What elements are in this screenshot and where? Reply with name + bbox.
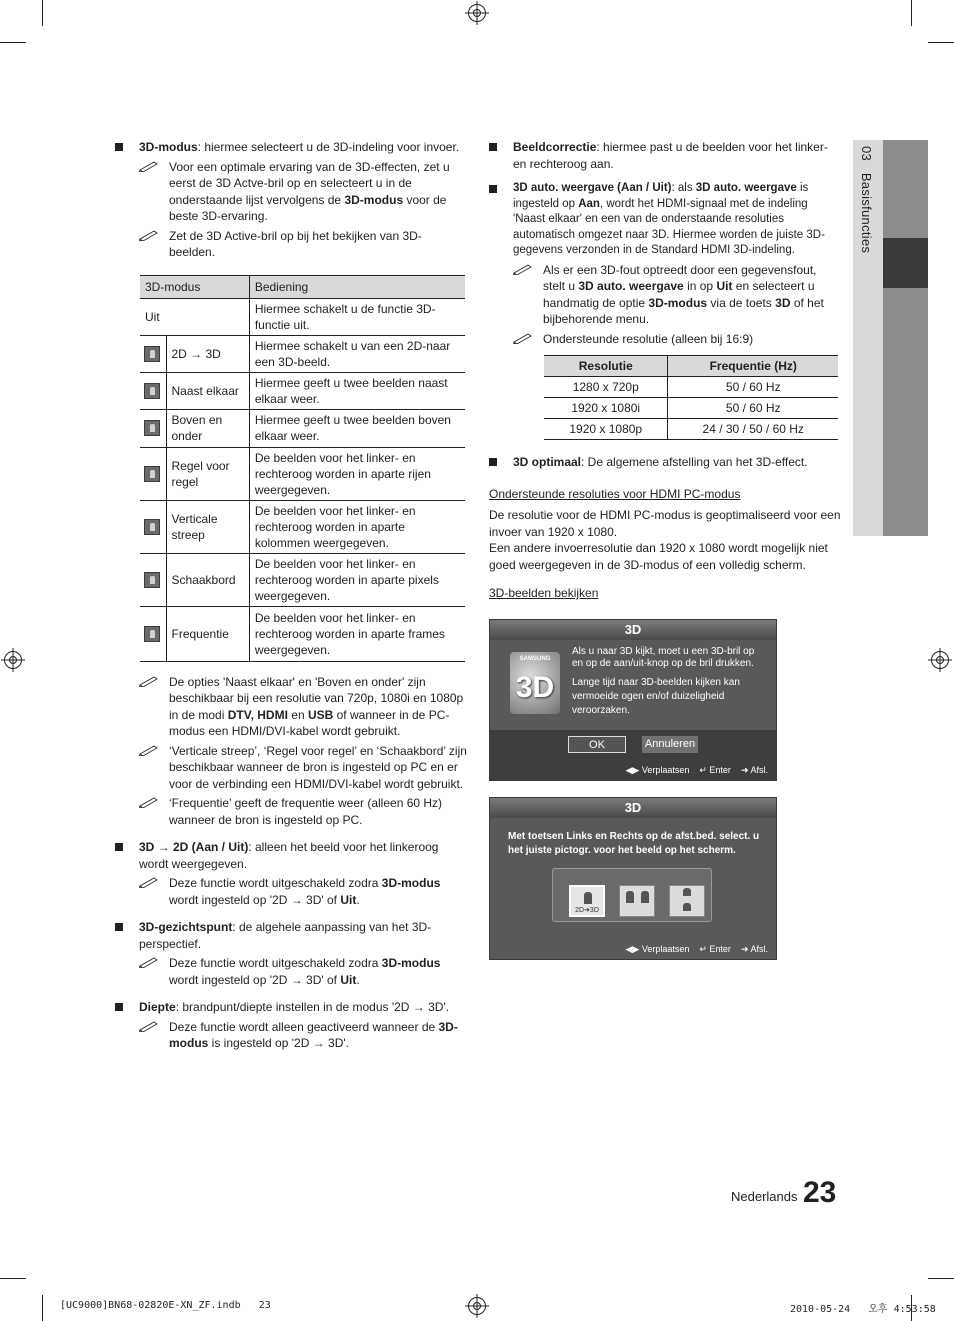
note [139,875,467,908]
note-pencil-icon [139,1020,159,1032]
note-text: . [356,972,360,987]
bullet-text: : hiermee past u de beelden voor het linker- en rechteroog aan. [513,140,828,171]
bullet-3d-auto-view [489,181,841,259]
bullet-square-icon [115,1003,123,1011]
term: Diepte [139,1000,176,1014]
note [513,331,841,348]
person-icon [641,891,649,903]
desc-cell: Hiermee geeft u twee beelden boven elkaar weer. [249,409,465,447]
crop-mark [42,0,43,26]
enter-icon: ↵ [699,765,710,775]
registration-mark-icon [931,651,949,669]
option-top-bottom[interactable] [669,885,705,917]
table-row [140,606,465,661]
note-text: via de toets [707,295,776,310]
mode-cell: Regel voor regel [166,447,249,500]
desc-cell: Hiermee schakelt u de functie 3D-functie uit. [249,298,465,335]
term: Uit [340,972,357,987]
bullet-3d-mode [115,139,467,156]
bullet-text: : hiermee selecteert u de 3D-indeling voor invoer. [197,140,460,154]
note-text: ‘Frequentie’ geeft de frequentie weer (alleen 60 Hz) wanneer de bron is ingesteld op PC. [169,796,443,827]
desc-cell: De beelden voor het linker- en rechteroog worden in aparte rijen weergegeven. [249,447,465,500]
vertical-stripe-icon [144,519,160,535]
logo-text: 3D [515,671,555,704]
paragraph: De resolutie voor de HDMI PC-modus is geoptimaliseerd voor een invoer van 1920 x 1080. [489,508,841,539]
nav-label: Afsl. [750,944,768,954]
note [139,795,467,828]
crop-mark [0,42,26,43]
dialog-message: Als u naar 3D kijkt, moet u een 3D-bril op en op de aan/uit-knop op de bril drukken. [572,646,755,669]
person-icon [584,892,592,904]
note-pencil-icon [139,744,159,756]
exit-icon: ➜ [740,765,751,775]
note-text: wordt ingesteld op '2D → 3D' of [169,972,341,987]
paragraph: Een andere invoerresolutie dan 1920 x 1080 wordt mogelijk niet goed weergegeven in de 3D-modus of een volledig scherm. [489,541,828,572]
table-row [544,398,838,419]
move-arrows-icon: ◀▶ [625,765,642,775]
side-tab-marker [883,238,928,288]
ok-button[interactable]: OK [568,736,626,753]
desc-cell: Hiermee schakelt u van een 2D-naar een 3D-beeld. [249,335,465,372]
note [139,955,467,988]
desc-cell: Hiermee geeft u twee beelden naast elkaar weer. [249,372,465,409]
table-row [140,500,465,553]
spacer [489,474,841,486]
note-pencil-icon [139,229,159,241]
enter-icon: ↵ [699,944,710,954]
term: 3D auto. weergave (Aan / Uit) [513,182,672,194]
print-footer-right: 2010-05-24 오후 4:53:58 [790,1304,936,1315]
bullet-3d-optimal [489,454,841,471]
page-language: Nederlands [731,1189,798,1204]
table-row [140,298,465,335]
note [139,159,467,225]
note [139,1019,467,1052]
mode-cell: 2D → 3D [166,335,249,372]
mode-cell: Boven en onder [166,409,249,447]
term: 3D optimaal [513,455,582,469]
table-row [544,419,838,440]
mode-cell: Uit [140,298,249,335]
note-text: en [287,707,308,722]
left-column [115,139,467,1055]
term: 3D-modus [169,1019,458,1050]
note [139,743,467,793]
note-pencil-icon [139,160,159,172]
term: Aan [578,197,600,210]
table-row [140,372,465,409]
bullet-square-icon [489,143,497,151]
mode-cell: Schaakbord [166,553,249,606]
table-row [544,377,838,398]
note-text: Zet de 3D Active-bril op bij het bekijken van 3D-beelden. [169,228,422,259]
side-by-side-icon [144,383,160,399]
bullet-3d-to-2d [115,839,467,872]
spacer [489,573,841,585]
bullet-text: : De algemene afstelling van het 3D-effect. [581,455,808,469]
cancel-button[interactable]: Annuleren [642,736,698,753]
frequency-cell: 24 / 30 / 50 / 60 Hz [668,419,838,440]
term: 3D-modus [139,140,198,154]
table-header: Bediening [249,275,465,298]
term: Beeldcorrectie [513,140,597,154]
resolution-table [544,355,838,440]
crop-mark [911,0,912,26]
note-text: of het bijbehorende menu. [543,295,824,326]
bullet-square-icon [115,843,123,851]
note-text: Deze functie wordt uitgeschakeld zodra [169,956,382,970]
desc-cell: De beelden voor het linker- en rechteroog worden in aparte kolommen weergegeven. [249,500,465,553]
bullet-square-icon [115,923,123,931]
person-icon [683,903,691,911]
table-header: 3D-modus [140,275,249,298]
term: 3D-modus [381,956,441,970]
registration-mark-icon [468,1297,486,1315]
registration-mark-icon [4,651,22,669]
table-row [140,409,465,447]
note-pencil-icon [139,675,159,687]
section-label: Basisfuncties [859,172,874,254]
note-text: ‘Verticale streep’, ‘Regel voor regel’ en ‘Schaakbord’ zijn beschikbaar wanneer de bron is ingesteld op PC en er voor de verbinding een HDMI/DVI-kabel wordt gebruikt. [169,743,467,791]
frequency-icon [144,626,160,642]
crop-mark [42,1295,43,1321]
frequency-cell: 50 / 60 Hz [668,398,838,419]
bullet-depth [115,999,467,1016]
crop-mark [928,42,954,43]
bullet-text: : als [671,182,696,194]
bullet-square-icon [115,143,123,151]
term: 3D [775,295,791,310]
term: 3D-modus [344,192,404,207]
spacer [115,662,467,674]
dialog-nav-hints [625,944,768,955]
section-side-tab [853,140,883,536]
note-text: of wanneer in de PC-modus een HDMI/DVI-kabel wordt gebruikt. [169,707,450,738]
term: 3D auto. weergave [578,279,684,293]
crop-mark [0,1278,26,1279]
right-column [489,139,841,602]
section-heading: 3D-beelden bekijken [489,586,599,600]
resolution-cell: 1920 x 1080p [544,419,668,440]
nav-hint [741,944,768,955]
bullet-square-icon [489,185,497,193]
term: 3D-modus [648,295,708,310]
note-text: Ondersteunde resolutie (alleen bij 16:9) [543,331,754,346]
section-heading: Ondersteunde resoluties voor HDMI PC-modus [489,486,741,501]
2d-to-3d-icon [144,346,160,362]
side-tab-bar [883,140,928,536]
nav-label: Verplaatsen [641,765,690,775]
note-text: voor de beste 3D-ervaring. [169,192,447,223]
person-icon [683,888,691,896]
note-text: Deze functie wordt uitgeschakeld zodra [169,876,382,890]
resolution-cell: 1920 x 1080i [544,398,668,419]
nav-label: Enter [709,944,731,954]
nav-hint [699,765,731,776]
spacer [489,440,841,454]
logo-brand: SAMSUNG [519,656,551,662]
table-header: Frequentie (Hz) [668,356,838,377]
note-pencil-icon [139,956,159,968]
dialog-message: Met toetsen Links en Rechts op de afst.bed. select. u het juiste pictogr. voor het beeld op het scherm. [508,831,760,856]
dialog-title: 3D [490,620,776,640]
3d-mode-table [140,275,465,662]
term: 3D-modus [381,876,441,890]
mode-cell: Frequentie [166,606,249,661]
note [513,262,841,328]
mode-option-panel [552,868,712,922]
print-footer-left: [UC9000]BN68-02820E-XN_ZF.indb 23 [60,1300,271,1311]
table-row [140,553,465,606]
term: DTV, HDMI [227,707,288,722]
table-row [140,335,465,372]
nav-hint [625,944,689,955]
exit-icon: ➜ [740,944,751,954]
note-text: Als er een 3D-fout optreedt door een gegevensfout, stelt u [543,262,817,293]
bullet-text: : brandpunt/diepte instellen in de modus '2D → 3D'. [175,1000,450,1014]
mode-cell: Naast elkaar [166,372,249,409]
note [139,228,467,261]
line-by-line-icon [144,466,160,482]
note-text: Voor een optimale ervaring van de 3D-effecten, zet u eerst de 3D Actve-bril op en selecteert u in de onderstaande lijst vervolgens de [169,159,450,207]
term: Uit [340,892,357,907]
note-pencil-icon [139,796,159,808]
person-icon [626,891,634,903]
dialog-title: 3D [490,798,776,818]
option-label: 2D➔3D [575,907,599,914]
note [139,674,467,740]
top-bottom-icon [144,420,160,436]
note-text: Deze functie wordt alleen geactiveerd wanneer de [169,1019,439,1034]
note-text: . [356,892,360,907]
term: USB [307,707,334,722]
page-number: 23 [803,1176,837,1209]
spacer [115,991,467,999]
desc-cell: De beelden voor het linker- en rechteroog worden in aparte pixels weergegeven. [249,553,465,606]
desc-cell: De beelden voor het linker- en rechteroog worden in aparte frames weergegeven. [249,606,465,661]
bullet-image-correction [489,139,841,172]
option-side-by-side[interactable] [619,885,655,917]
crop-mark [928,1278,954,1279]
mode-cell: Verticale streep [166,500,249,553]
move-arrows-icon: ◀▶ [625,944,642,954]
3d-mode-select-dialog [489,797,777,960]
3d-warning-dialog [489,619,777,781]
nav-label: Verplaatsen [641,944,690,954]
section-number: 03 [859,146,874,162]
frequency-cell: 50 / 60 Hz [668,377,838,398]
term: Uit [716,279,733,293]
nav-hint [625,765,689,776]
note-pencil-icon [513,332,533,344]
dialog-nav-hints [625,765,768,776]
table-row [140,447,465,500]
nav-label: Enter [709,765,731,775]
note-text: in op [683,279,717,293]
bullet-text: is ingesteld op [513,182,809,210]
bullet-text: : alleen het beeld voor het linkeroog wordt weergegeven. [139,840,439,871]
bullet-text: , wordt het HDMI-signaal met de indeling 'Naast elkaar' en een van de onderstaande resoluties automatisch omgezet naar 3D. Hiermee worden de juiste 3D-gegevens verzonden in de Standard HDMI 3D-indeling. [513,197,825,256]
term: 3D-gezichtspunt [139,920,233,934]
nav-hint [699,944,731,955]
checkerboard-icon [144,572,160,588]
bullet-square-icon [489,458,497,466]
registration-mark-icon [468,4,486,22]
note-pencil-icon [139,876,159,888]
spacer [115,911,467,919]
note-text: is ingesteld op '2D → 3D'. [208,1036,349,1050]
spacer [115,831,467,839]
term: 3D auto. weergave [695,182,797,194]
note-text: en selecteert u handmatig de optie [543,279,815,310]
resolution-cell: 1280 x 720p [544,377,668,398]
note-text: wordt ingesteld op '2D → 3D' of [169,892,341,907]
nav-hint [741,765,768,776]
option-2d-to-3d[interactable] [569,885,605,917]
bullet-text: : de algehele aanpassing van het 3D-perspectief. [139,920,432,951]
nav-label: Afsl. [750,765,768,775]
table-header-row [140,275,465,298]
term: 3D → 2D (Aan / Uit) [139,840,249,854]
table-header-row [544,356,838,377]
note-text: De opties 'Naast elkaar' en 'Boven en onder' zijn beschikbaar bij een resolutie van 720p, 1080i en 1080p in de modi [169,674,464,722]
dialog-message: Lange tijd naar 3D-beelden kijken kan vermoeide ogen en/of duizeligheid veroorzaken. [572,677,740,716]
bullet-3d-viewpoint [115,919,467,952]
table-header: Resolutie [544,356,668,377]
note-pencil-icon [513,263,533,275]
